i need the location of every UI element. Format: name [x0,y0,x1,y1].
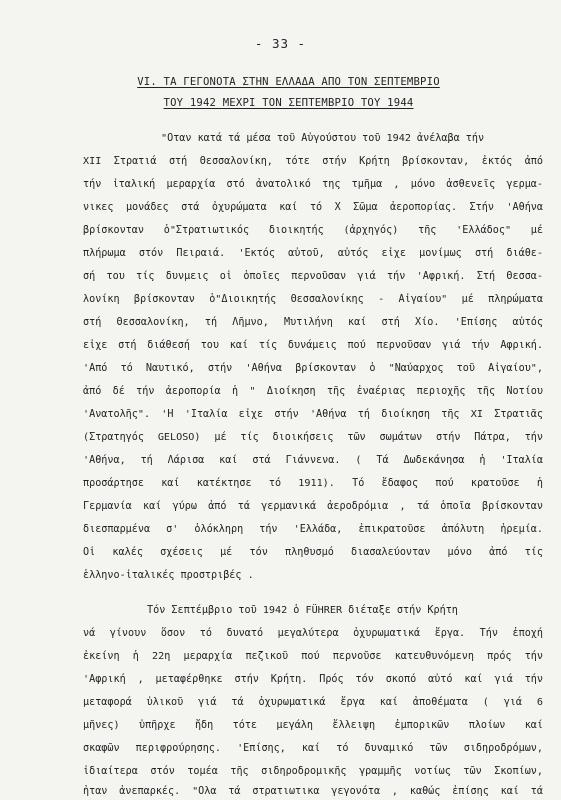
paragraph-2-line-8: ἰδιαίτερα στόν τομέα τῆς σιδηροδρομικῆς γραμμῆς νοτίως τῶν Σκοπίων, [83,766,543,777]
paragraph-1-line-10: εἶχε στή διάθεσή του καί τίς δυνάμεις πού περνοῦσαν γιά τήν Αφρική. [83,340,543,351]
paragraph-1-line-15: 'Αθήνα, τή Λάρισα καί στά Γιάννενα. ( Τά Δωδεκάνησα ἡ 'Ιταλία [83,455,543,466]
paragraph-1-line-5: βρίσκονταν ὁ"Στρατιωτικός διοικητής (ἀρχηγός) τῆς 'Ελλάδος" μέ [83,225,543,236]
page-number: - 33 - [254,36,307,51]
paragraph-1-line-11: 'Από τό Ναυτικό, στήν 'Αθήνα βρίσκονταν ὁ "Ναύαρχος τοῦ Αἰγαίου", [83,363,543,374]
paragraph-1-line-2: XII Στρατιά στή Θεσσαλονίκη, τότε στήν Κρήτη βρίσκονταν, ἐκτός ἀπό [83,156,543,167]
paragraph-1-line-16: προσάρτησε καί κατέκτησε τό 1911). Τό ἔδαφος πού κρατοῦσε ἡ [83,478,543,489]
paragraph-1-line-8: λονίκη βρίσκονταν ὁ"Διοικητής Θεσσαλονίκης - Αἰγαίου" μέ πληρώματα [83,294,543,305]
paragraph-1-line-9: στή Θεσσαλονίκη, τή Λῆμνο, Μυτιλήνη καί στή Χίο. 'Επίσης αὐτός [83,317,543,328]
paragraph-1-line-18: διεσπαρμένα σ' ὁλόκληρη τήν 'Ελλάδα, ἐπικρατοῦσε ἀπόλυτη ἠρεμία. [83,524,543,535]
paragraph-1-line-7: σή του τίς δυνμεις οἱ ὁποῖες περνοῦσαν γιά τήν 'Αφρική. Στή Θεσσα- [83,271,543,282]
paragraph-2-line-6: μῆνες) ὑπῆρχε ἤδη τότε μεγάλη ἔλλειψη ἐμπορικῶν πλοίων καί [83,720,543,731]
paragraph-1-line-12: ἀπό δέ τήν ἀεροπορία ἡ " Διοίκηση τῆς ἐναέριας περιοχῆς τῆς Νοτίου [83,386,543,397]
paragraph-2-line-5: μεταφορά ὑλικοῦ γιά τά ὀχυρωματικά ἔργα καί ἀποθέματα ( γιά 6 [83,697,543,708]
paragraph-1-line-4: νικες μονάδες στά ὀχυρώματα καί τό Χ Σῶμα ἀεροπορίας. Στήν 'Αθήνα [83,202,543,213]
paragraph-1-line-1: "Οταν κατά τά μέσα τοῦ Αὐγούστου τοῦ 1942 ἀνέλαβα τήν [161,133,485,144]
paragraph-2-line-9: ἦταν ἀνεπαρκές. "Ολα τά στρατιωτικα γεγονότα , καθώς ἐπίσης καί τά [83,786,543,797]
paragraph-1-line-17: Γερμανία καί γύρω ἀπό τά γερμανικά ἀεροδρόμια , τά ὁποῖα βρίσκονταν [83,501,543,512]
paragraph-2-line-7: σκαφῶν περιφρούρησης. 'Επίσης, καί τό δυναμικό τῶν σιδηροδρόμων, [83,743,543,754]
paragraph-1-line-3: τήν ἰταλική μεραρχία στό ἀνατολικό της τμῆμα , μόνο ἀσθενεῖς γερμα- [83,179,543,190]
paragraph-1-line-20: ἑλληνο-ἰταλικές προστριβές . [83,570,254,581]
paragraph-1-line-14: (Στρατηγός GELOSO) μέ τίς διοικήσεις τῶν σωμάτων στήν Πάτρα, τήν [83,432,543,443]
chapter-heading-line-1: VI. ΤΑ ΓΕΓΟΝΟΤΑ ΣΤΗΝ ΕΛΛΑΔΑ ΑΠΟ ΤΟΝ ΣΕΠΤΕΜΒΡΙΟ [137,76,440,88]
paragraph-2-line-4: 'Αφρική , μεταφέρθηκε στήν Κρήτη. Πρός τόν σκοπό αὐτό καί γιά τήν [83,674,543,685]
paragraph-1-line-13: 'Ανατολῆς". 'Η 'Ιταλία εἶχε στήν 'Αθήνα τή διοίκηση τῆς XI Στρατιᾶς [83,409,543,420]
paragraph-1-line-6: πλήρωμα στόν Πειραιά. 'Εκτός αὐτοῦ, αὐτός εἶχε μονίμως στή διάθε- [83,248,543,259]
paragraph-2-line-2: νά γίνουν ὅσον τό δυνατό μεγαλύτερα ὀχυρωματικά ἔργα. Τήν ἐποχή [83,628,543,639]
paragraph-1-line-19: Οἱ καλές σχέσεις μέ τόν πληθυσμό διασαλεύονταν μόνο ἀπό τίς [83,547,543,558]
paragraph-2-line-1: Τόν Σεπτέμβριο τοῦ 1942 ὁ FÜHRER διέταξε στήν Κρήτη [147,605,458,616]
paragraph-2-line-3: ἐκείνη ἡ 22η μεραρχία πεζικοῦ πού περνοῦσε κατευθυνόμενη πρός τήν [83,651,543,662]
chapter-heading-line-2: ΤΟΥ 1942 ΜΕΧΡΙ ΤΟΝ ΣΕΠΤΕΜΒΡΙΟ ΤΟΥ 1944 [163,97,414,109]
